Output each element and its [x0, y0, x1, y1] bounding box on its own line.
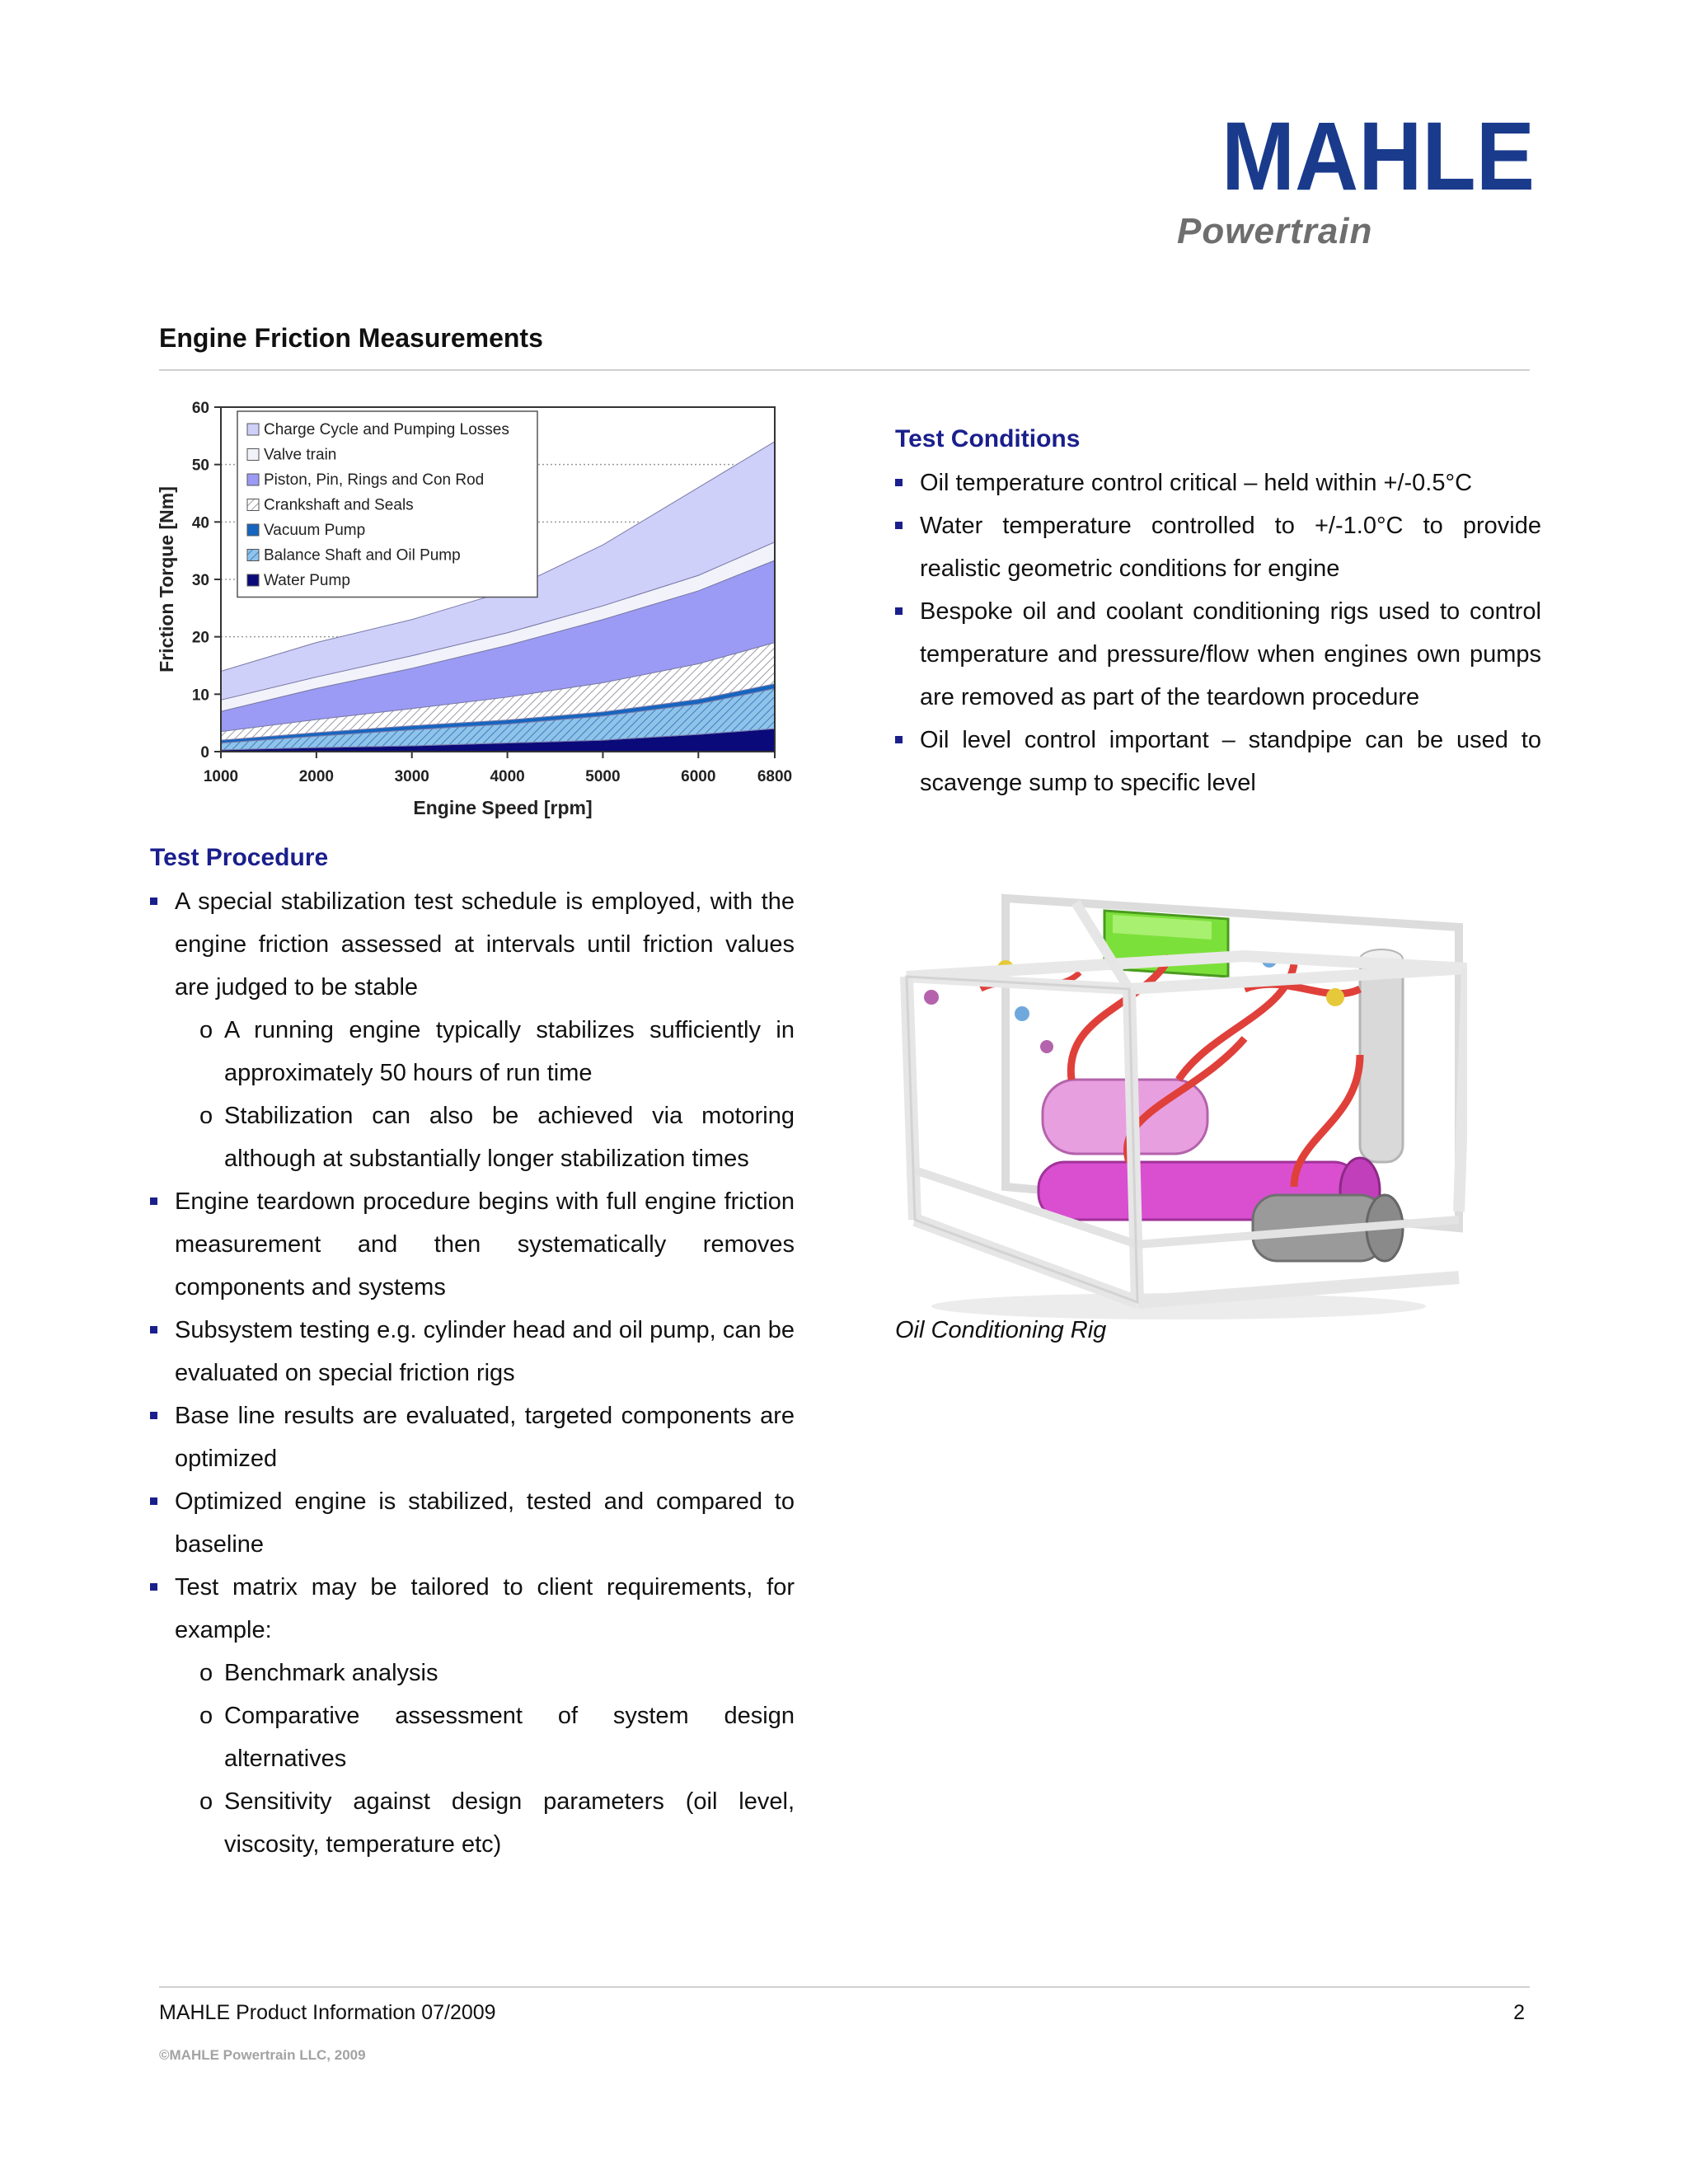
procedure-item-text: Optimized engine is stabilized, tested and compared to baseline — [175, 1488, 795, 1558]
procedure-item-text: Engine teardown procedure begins with full engine friction measurement and then systematically removes components and systems — [175, 1188, 795, 1301]
logo-subtitle: Powertrain — [1177, 211, 1373, 251]
legend-swatch — [247, 474, 259, 485]
x-tick-label: 1000 — [203, 768, 239, 785]
test-procedure-list — [150, 880, 795, 1866]
sub-bullet-marker: o — [199, 1703, 213, 1729]
procedure-item — [150, 1309, 795, 1394]
test-condition-item: Oil temperature control critical – held within +/-0.5°C — [895, 462, 1541, 504]
sub-bullet-marker: o — [199, 1660, 213, 1686]
legend-swatch — [247, 550, 259, 561]
procedure-item-text: Test matrix may be tailored to client requirements, for example: — [175, 1574, 795, 1643]
procedure-subitem-text: Comparative assessment of system design alternatives — [224, 1703, 795, 1772]
procedure-item-text: A special stabilization test schedule is employed, with the engine friction assessed at intervals until friction values are judged to be stable — [175, 888, 795, 1001]
x-tick-label: 4000 — [490, 768, 525, 785]
x-tick-label: 2000 — [298, 768, 335, 785]
procedure-subitem — [150, 1094, 795, 1180]
test-condition-item: Oil level control important – standpipe can be used to scavenge sump to specific level — [895, 719, 1541, 804]
legend-swatch — [247, 524, 259, 536]
footer-publication: MAHLE Product Information 07/2009 — [159, 2001, 496, 2024]
legend-label: Charge Cycle and Pumping Losses — [264, 421, 509, 438]
logo-text: MAHLE — [1221, 115, 1535, 196]
legend-label: Crankshaft and Seals — [264, 496, 414, 514]
legend-label: Balance Shaft and Oil Pump — [264, 546, 461, 565]
test-condition-item: Bespoke oil and coolant conditioning rigs used to control temperature and pressure/flow when engines own pumps are removed as part of the teardown procedure — [895, 590, 1541, 719]
legend-swatch — [247, 449, 259, 461]
sub-bullet-marker: o — [199, 1017, 213, 1043]
x-tick-label: 5000 — [585, 768, 621, 785]
friction-chart — [148, 392, 808, 827]
y-tick-label: 30 — [191, 572, 209, 589]
y-tick-label: 20 — [191, 629, 209, 647]
page-title: Engine Friction Measurements — [159, 323, 543, 353]
rig-image-caption: Oil Conditioning Rig — [895, 1317, 1107, 1343]
mahle-logo — [1221, 115, 1535, 196]
procedure-item — [150, 1566, 795, 1652]
sub-bullet-marker: o — [199, 1788, 213, 1815]
title-divider — [159, 369, 1530, 371]
procedure-subitem-text: Sensitivity against design parameters (oil level, viscosity, temperature etc) — [224, 1788, 795, 1858]
legend-label: Water Pump — [264, 572, 350, 589]
x-axis-label: Engine Speed [rpm] — [413, 797, 593, 818]
test-conditions-heading: Test Conditions — [895, 425, 1081, 452]
procedure-item — [150, 1180, 795, 1309]
legend-swatch — [247, 574, 259, 586]
footer-divider — [159, 1986, 1530, 1988]
copyright-notice: ©MAHLE Powertrain LLC, 2009 — [159, 2047, 366, 2063]
procedure-item — [150, 880, 795, 1009]
y-tick-label: 50 — [191, 457, 209, 475]
procedure-item — [150, 1394, 795, 1480]
procedure-item — [150, 1480, 795, 1566]
legend-label: Valve train — [264, 446, 337, 464]
page-number: 2 — [1513, 2001, 1525, 2024]
oil-conditioning-rig-image — [898, 890, 1467, 1327]
legend-label: Vacuum Pump — [264, 522, 366, 539]
legend-swatch — [247, 424, 259, 435]
y-tick-label: 10 — [191, 687, 209, 705]
y-tick-label: 60 — [191, 400, 209, 417]
legend-swatch — [247, 499, 259, 511]
legend-label: Piston, Pin, Rings and Con Rod — [264, 471, 485, 489]
test-condition-item: Water temperature controlled to +/-1.0°C to provide realistic geometric conditions for engine — [895, 504, 1541, 590]
y-tick-label: 40 — [191, 514, 209, 532]
procedure-subitem — [150, 1694, 795, 1780]
procedure-item-text: Base line results are evaluated, targeted components are optimized — [175, 1403, 795, 1472]
chart-legend — [237, 411, 537, 598]
sub-bullet-marker: o — [199, 1103, 213, 1129]
test-procedure-heading: Test Procedure — [150, 844, 329, 871]
y-tick-label: 0 — [200, 744, 209, 762]
x-tick-label: 3000 — [394, 768, 429, 785]
procedure-subitem-text: Benchmark analysis — [224, 1660, 438, 1686]
procedure-subitem-text: A running engine typically stabilizes sufficiently in approximately 50 hours of run time — [224, 1017, 795, 1086]
test-conditions-list — [895, 462, 1541, 804]
y-axis-label: Friction Torque [Nm] — [156, 486, 177, 673]
x-tick-label: 6800 — [757, 768, 793, 785]
procedure-subitem — [150, 1009, 795, 1094]
procedure-subitem — [150, 1780, 795, 1866]
x-tick-label: 6000 — [681, 768, 716, 785]
procedure-item-text: Subsystem testing e.g. cylinder head and oil pump, can be evaluated on special friction rigs — [175, 1317, 795, 1386]
procedure-subitem-text: Stabilization can also be achieved via motoring although at substantially longer stabilization times — [224, 1103, 795, 1172]
procedure-subitem — [150, 1652, 795, 1694]
